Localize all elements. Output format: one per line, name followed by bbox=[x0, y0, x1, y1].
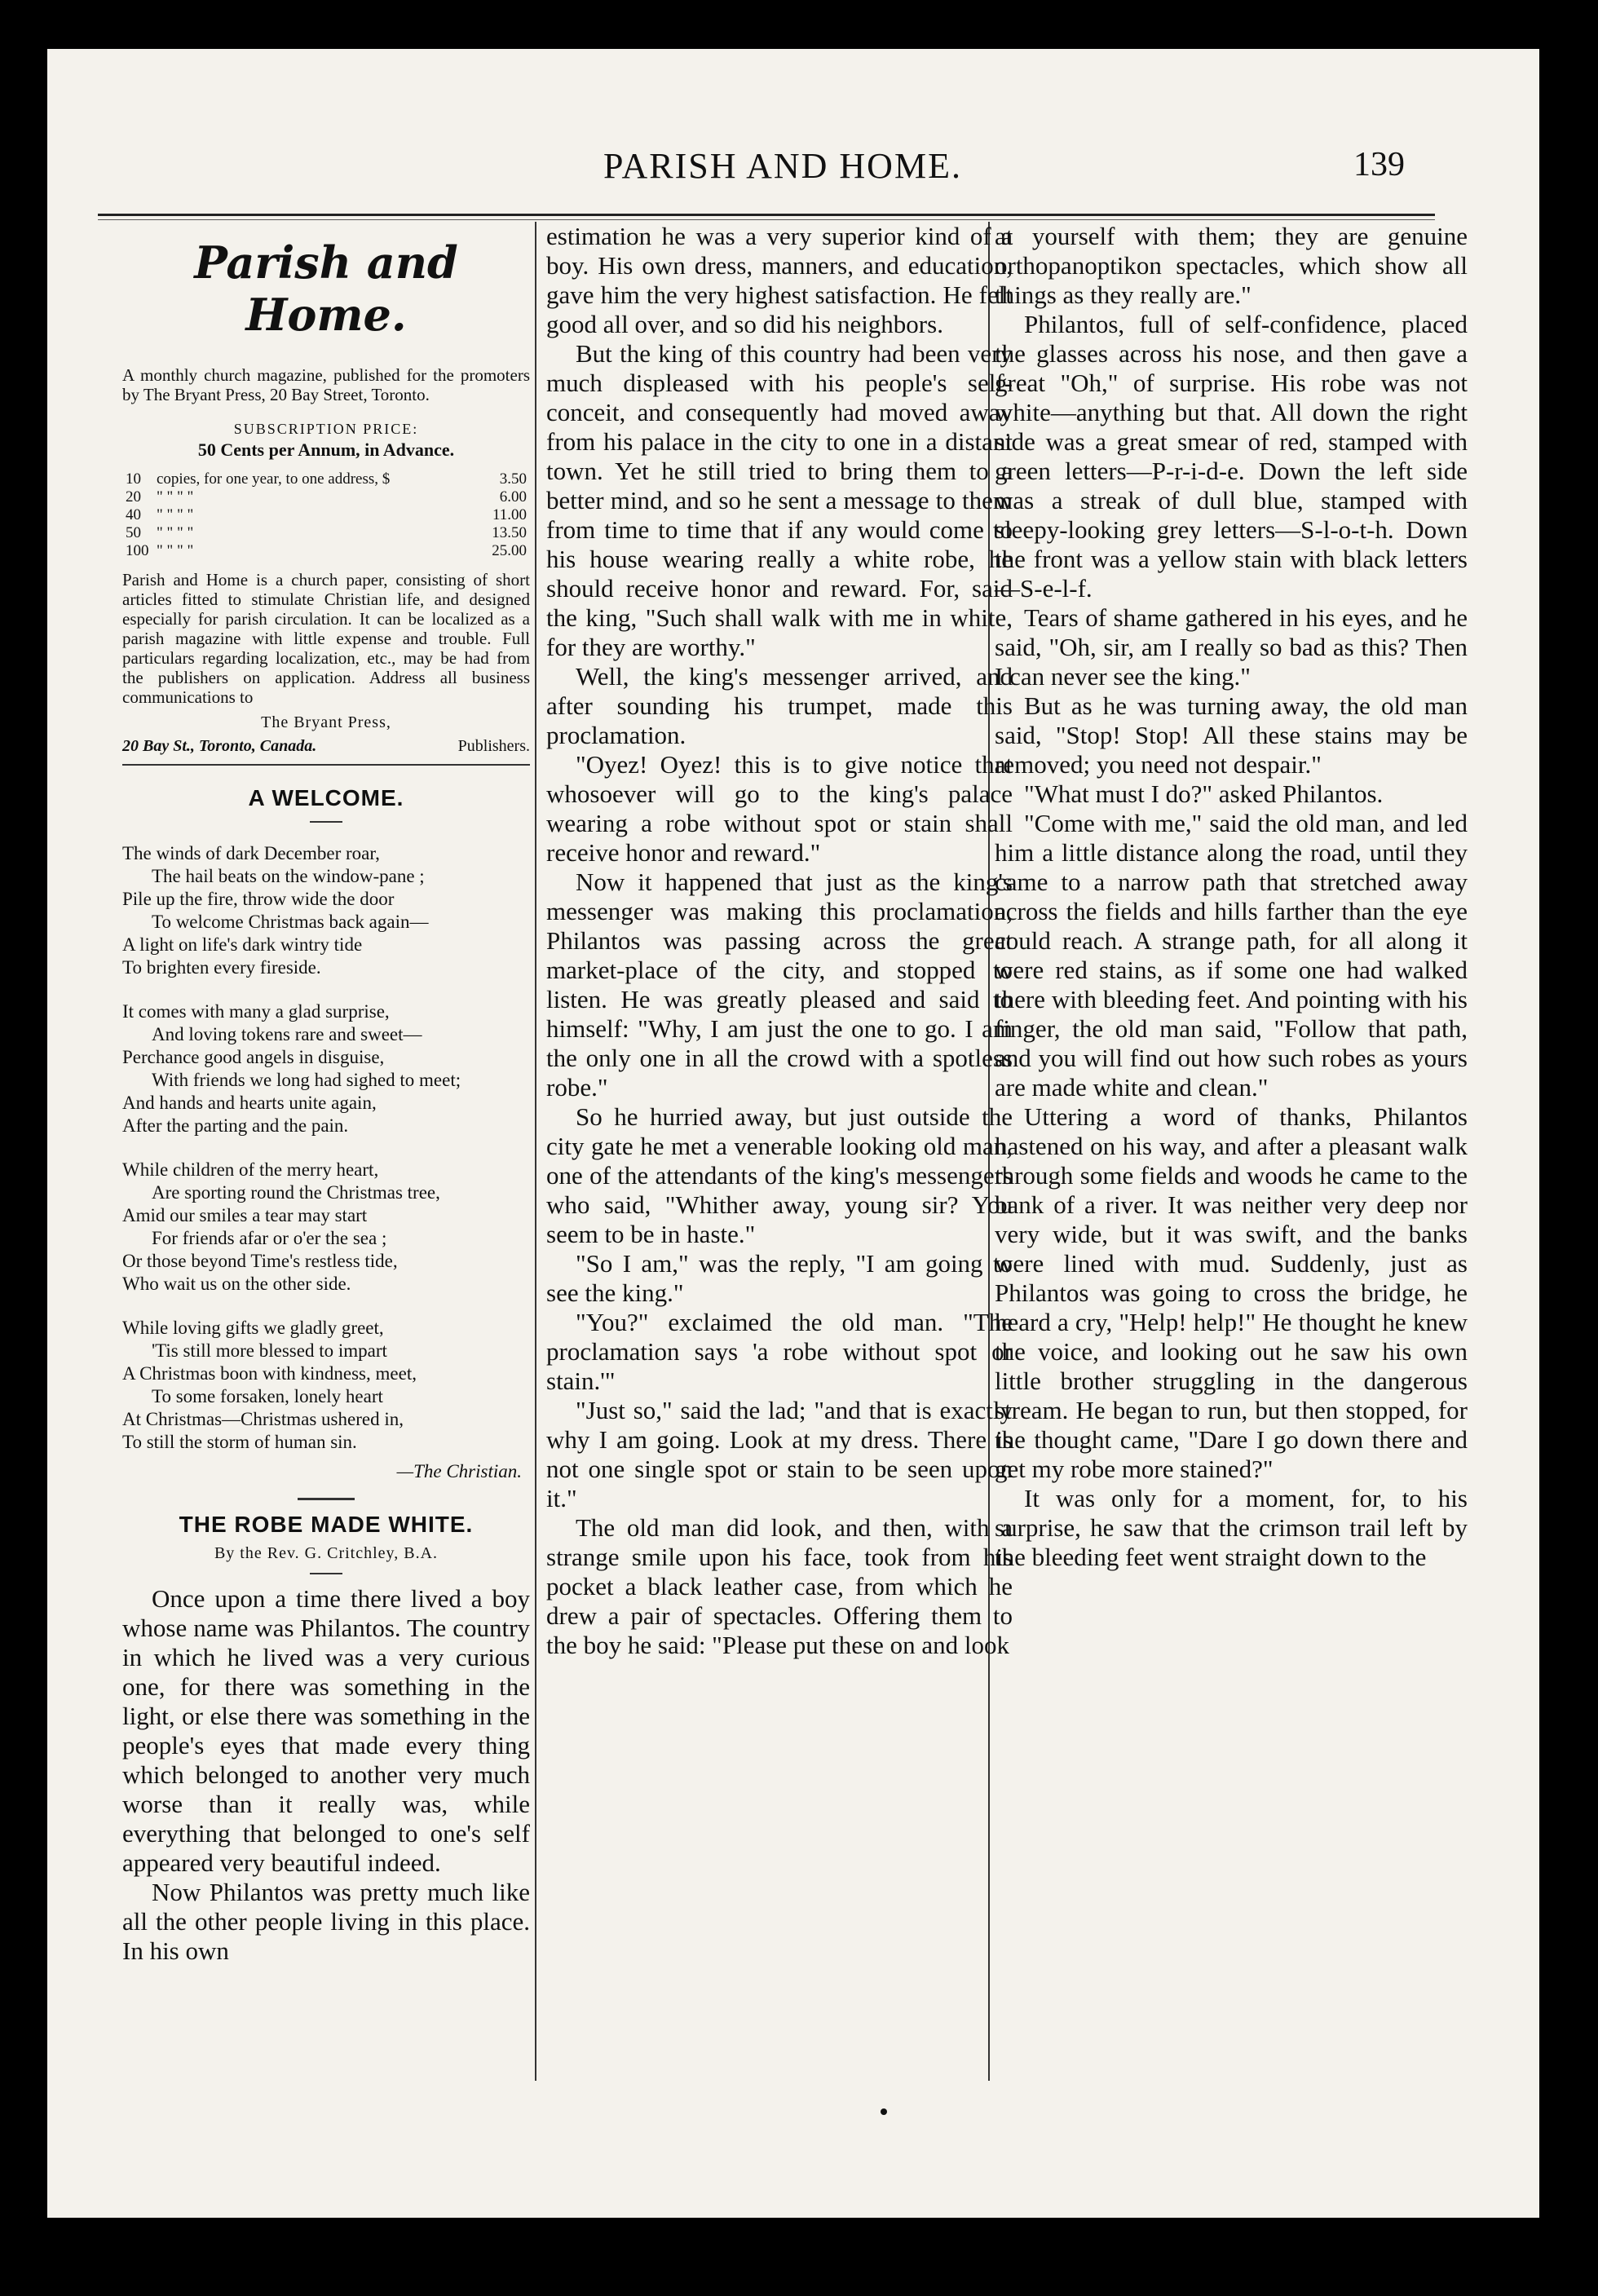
publisher-name: The Bryant Press, bbox=[261, 713, 391, 731]
column-right bbox=[995, 222, 1468, 1572]
scan-border-bottom bbox=[0, 2218, 1598, 2296]
publisher-address: 20 Bay St., Toronto, Canada. bbox=[122, 737, 317, 755]
story-paragraph: Well, the king's messenger arrived, and after sounding his trumpet, made this proclamation. bbox=[546, 662, 1013, 749]
poem-stanza: The winds of dark December roar, The hail beats on the window-pane ; Pile up the fire, throw wide the door To welcome Christmas back again— A light on life's dark wintry tide To brighten every fireside. bbox=[122, 843, 429, 978]
page-number: 139 bbox=[1353, 146, 1405, 183]
poem-body bbox=[122, 842, 530, 1483]
publishers-label: Publishers. bbox=[457, 737, 530, 755]
running-head: PARISH AND HOME. bbox=[603, 146, 962, 186]
poem-attribution: —The Christian. bbox=[396, 1461, 522, 1481]
poem-stanza: While children of the merry heart, Are sporting round the Christmas tree, Amid our smiles a tear may start For friends afar or o'er the sea ; Or those beyond Time's restless tide, Who wait us on the other side. bbox=[122, 1159, 440, 1294]
masthead-title: Parish and Home. bbox=[194, 236, 458, 341]
column-rule-1 bbox=[535, 222, 536, 2081]
story-paragraph: estimation he was a very superior kind of a boy. His own dress, manners, and education, gave him the very highest satisfaction. He felt good all over, and so did his neighbors. bbox=[546, 222, 1013, 338]
column-middle bbox=[546, 222, 1013, 1660]
scan-border-right bbox=[1539, 0, 1598, 2296]
publisher-line bbox=[122, 737, 530, 756]
story-paragraph: Now it happened that just as the king's messenger was making this proclamation, Philantos was passing across the great market-place of the city, and stopped to listen. He was greatly pleased and said to himself: "Why, I am just the one to go. I am the only one in all the crowd with a spotless robe." bbox=[546, 868, 1013, 1102]
story-title: THE ROBE MADE WHITE. bbox=[179, 1512, 474, 1537]
price-row: 50 " " " " 13.50 bbox=[126, 524, 527, 541]
story-paragraph: "So I am," was the reply, "I am going to see the king." bbox=[546, 1249, 1013, 1307]
poem-stanza: It comes with many a glad surprise, And loving tokens rare and sweet— Perchance good angels in disguise, With friends we long had sighed to meet; And hands and hearts unite again, After the parting and the pain. bbox=[122, 1001, 461, 1136]
story-paragraph: But the king of this country had been very much displeased with his people's self-conceit, and consequently had moved away from his palace in the city to one in a distant town. Yet he still tried to bring them to a better mind, and so he sent a message to them from time to time that if any would come to his house wearing really a white robe, he should receive honor and reward. For, said the king, "Such shall walk with me in white, for they are worthy." bbox=[546, 339, 1013, 661]
section-rule bbox=[122, 764, 530, 766]
price-row: 100 " " " " 25.00 bbox=[126, 542, 527, 559]
story-paragraph: So he hurried away, but just outside the city gate he met a venerable looking old man, one of the attendants of the king's messengers who said, "Whither away, young sir? You seem to be in haste." bbox=[546, 1102, 1013, 1248]
price-row: 40 " " " " 11.00 bbox=[126, 506, 527, 523]
section-rule bbox=[298, 1498, 355, 1500]
story-paragraph: Once upon a time there lived a boy whose name was Philantos. The country in which he lived was a very curious one, for there was something in the light, or else there was something in the people's eyes that made every thing which belonged to another very much worse than it really was, while everything that belonged to one's self appeared very beautiful indeed. bbox=[122, 1584, 530, 1877]
header-rule bbox=[98, 214, 1435, 220]
story-paragraph: Uttering a word of thanks, Philantos hastened on his way, and after a pleasant walk through some fields and woods he came to the bank of a river. It was neither very deep nor very wide, but it was swift, and the banks were lined with mud. Suddenly, just as Philantos was going to cross the bridge, he heard a cry, "Help! help!" He thought he knew the voice, and looking out he saw his own little brother struggling in the dangerous stream. He began to run, but then stopped, for the thought came, "Dare I go down there and get my robe more stained?" bbox=[995, 1102, 1468, 1483]
price-row: 20 " " " " 6.00 bbox=[126, 488, 527, 506]
story-paragraph: at yourself with them; they are genuine orthopanoptikon spectacles, which show all things as they really are." bbox=[995, 222, 1468, 309]
story-paragraph: Tears of shame gathered in his eyes, and he said, "Oh, sir, am I really so bad as this? Then I can never see the king." bbox=[995, 603, 1468, 691]
story-paragraph: "What must I do?" asked Philantos. bbox=[1024, 779, 1384, 808]
story-paragraph: But as he was turning away, the old man said, "Stop! Stop! All these stains may be removed; you need not despair." bbox=[995, 691, 1468, 779]
story-paragraph: "Oyez! Oyez! this is to give notice that whosoever will go to the king's palace wearing a robe without spot or stain shall receive honor and reward." bbox=[546, 750, 1013, 867]
column-left bbox=[122, 222, 530, 1966]
story-paragraph: "Come with me," said the old man, and led him a little distance along the road, until they came to a narrow path that stretched away across the fields and hills farther than the eye could reach. A strange path, for all along it were red stains, as if some one had walked there with bleeding feet. And pointing with his finger, the old man said, "Follow that path, and you will find out how such robes as yours are made white and clean." bbox=[995, 809, 1468, 1102]
story-byline: By the Rev. G. Critchley, B.A. bbox=[214, 1544, 439, 1562]
price-table bbox=[122, 470, 530, 560]
story-text-col1 bbox=[122, 1584, 530, 1966]
story-paragraph: Philantos, full of self-confidence, placed the glasses across his nose, and then gave a great "Oh," of surprise. His robe was not white—anything but that. All down the right side was a great smear of red, stamped with green letters—P-r-i-d-e. Down the left side was a streak of dull blue, stamped with sleepy-looking grey letters—S-l-o-t-h. Down the front was a yellow stain with black letters—S-e-l-f. bbox=[995, 310, 1468, 603]
subscription-price: 50 Cents per Annum, in Advance. bbox=[197, 439, 455, 460]
masthead-notice: Parish and Home is a church paper, consisting of short articles fitted to stimulate Christian life, and designed especially for parish circulation. It can be localized as a parish magazine with little expense and trouble. Full particulars regarding localization, etc., may be had from the publishers on application. Address all business communications to bbox=[122, 570, 530, 707]
story-paragraph: "You?" exclaimed the old man. "The proclamation says 'a robe without spot or stain.'" bbox=[546, 1308, 1013, 1395]
title-dash bbox=[310, 1573, 342, 1574]
page-ornament-dot bbox=[881, 2108, 887, 2115]
story-paragraph: Now Philantos was pretty much like all the other people living in this place. In his own bbox=[122, 1878, 530, 1965]
story-paragraph: It was only for a moment, for, to his surprise, he saw that the crimson trail left by the bleeding feet went straight down to the bbox=[995, 1484, 1468, 1571]
price-row: 10 copies, for one year, to one address, $ 3.50 bbox=[126, 470, 527, 488]
story-paragraph: "Just so," said the lad; "and that is exactly why I am going. Look at my dress. There is not one single spot or stain to be seen upon it." bbox=[546, 1396, 1013, 1512]
masthead-description: A monthly church magazine, published for the promoters by The Bryant Press, 20 Bay Street, Toronto. bbox=[122, 365, 530, 404]
poem-stanza: While loving gifts we gladly greet, 'Tis still more blessed to impart A Christmas boon with kindness, meet, To some forsaken, lonely heart At Christmas—Christmas ushered in, To still the storm of human sin. bbox=[122, 1318, 417, 1452]
title-dash bbox=[310, 821, 342, 823]
subscription-label: SUBSCRIPTION PRICE: bbox=[233, 421, 419, 437]
poem-title: A WELCOME. bbox=[248, 785, 404, 810]
story-paragraph: The old man did look, and then, with a strange smile upon his face, took from his pocket a black leather case, from which he drew a pair of spectacles. Offering them to the boy he said: "Please put these on and look bbox=[546, 1513, 1013, 1659]
